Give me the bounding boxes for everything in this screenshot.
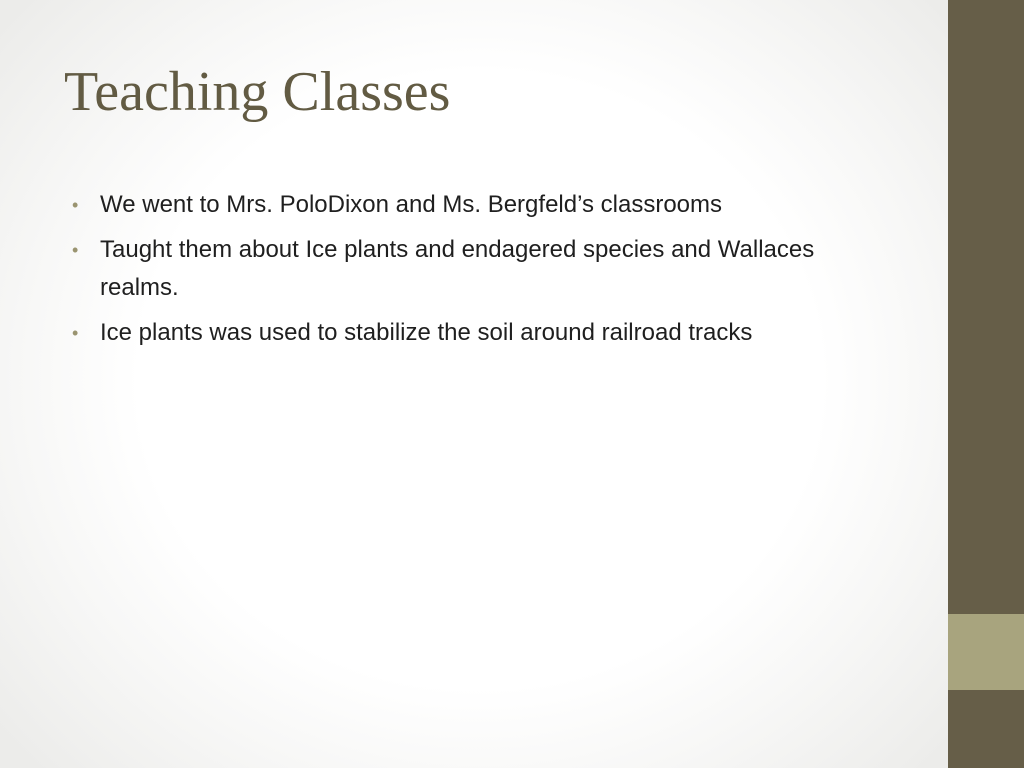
bullet-text: Ice plants was used to stabilize the soil around railroad tracks	[100, 319, 753, 346]
bullet-item	[72, 231, 892, 307]
bullet-item	[72, 186, 892, 224]
bullet-text: We went to Mrs. PoloDixon and Ms. Bergfeld’s classrooms	[100, 191, 723, 218]
bullet-text: Taught them about Ice plants and endagered species and Wallaces realms.	[100, 236, 815, 301]
bullet-item	[72, 314, 892, 352]
side-bar-accent-block	[948, 614, 1024, 690]
bullet-icon: •	[72, 195, 79, 215]
slide-title: Teaching Classes	[64, 61, 451, 123]
bullet-icon: •	[72, 323, 79, 343]
bullet-icon: •	[72, 240, 79, 260]
bullet-list	[72, 186, 892, 359]
